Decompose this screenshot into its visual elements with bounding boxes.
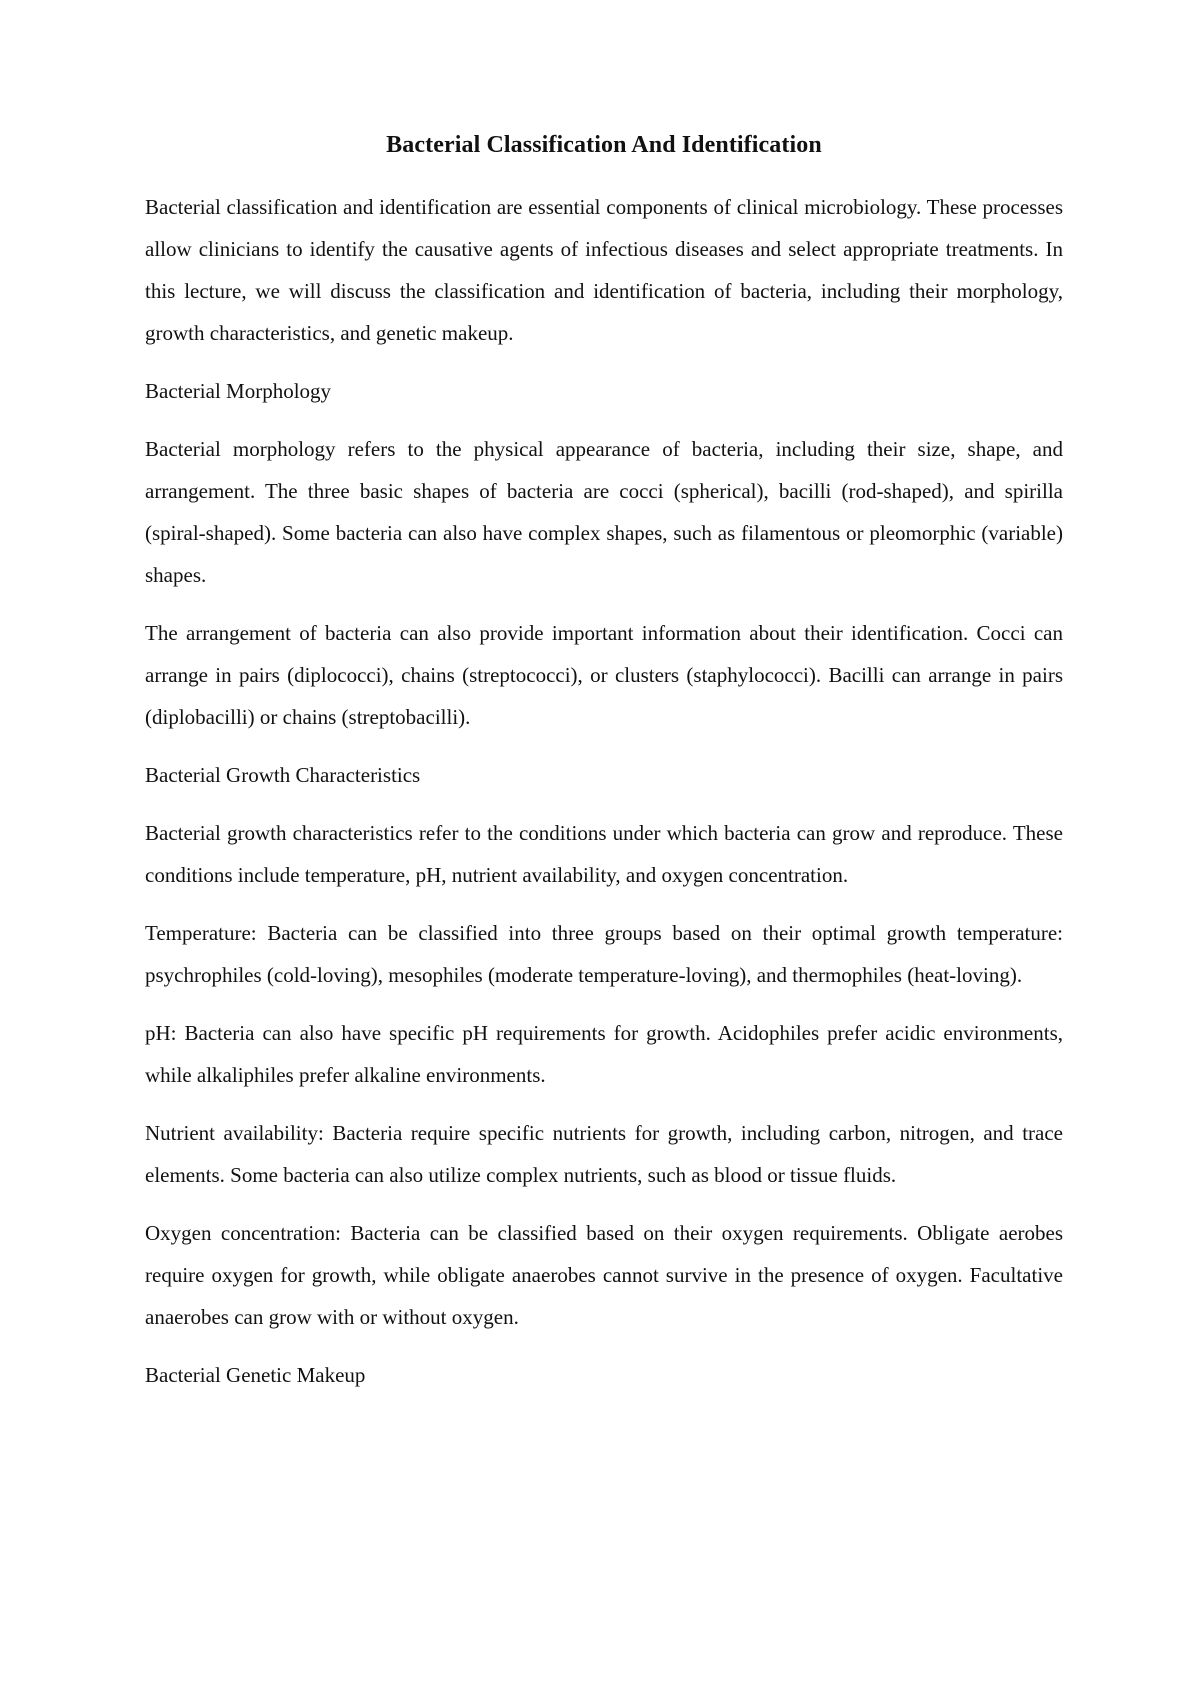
morphology-paragraph: Bacterial morphology refers to the physical appearance of bacteria, including their size, shape, and arrangement. The three basic shapes of bacteria are cocci (spherical), bacilli (rod-shaped), and spirilla (spiral-shaped). Some bacteria can also have complex shapes, such as filamentous or pleomorphic (variable) shapes. — [145, 437, 1063, 587]
document-body — [145, 130, 1063, 1412]
intro-paragraph: Bacterial classification and identification are essential components of clinical microbiology. These processes allow clinicians to identify the causative agents of infectious diseases and select appropriate treatments. In this lecture, we will discuss the classification and identification of bacteria, including their morphology, growth characteristics, and genetic makeup. — [145, 195, 1063, 345]
ph-paragraph: pH: Bacteria can also have specific pH requirements for growth. Acidophiles prefer acidic environments, while alkaliphiles prefer alkaline environments. — [145, 1021, 1063, 1087]
document-title: Bacterial Classification And Identification — [386, 132, 822, 158]
section-heading-growth: Bacterial Growth Characteristics — [145, 763, 421, 787]
nutrient-paragraph: Nutrient availability: Bacteria require specific nutrients for growth, including carbon, nitrogen, and trace elements. Some bacteria can also utilize complex nutrients, such as blood or tissue fluids. — [145, 1121, 1063, 1187]
section-heading-morphology: Bacterial Morphology — [145, 379, 332, 403]
arrangement-paragraph: The arrangement of bacteria can also provide important information about their identification. Cocci can arrange in pairs (diplococci), chains (streptococci), or clusters (staphylococci). Bacilli can arrange in pairs (diplobacilli) or chains (streptobacilli). — [145, 621, 1063, 729]
oxygen-paragraph: Oxygen concentration: Bacteria can be classified based on their oxygen requirements. Obligate aerobes require oxygen for growth, while obligate anaerobes cannot survive in the presence of oxygen. Facultative anaerobes can grow with or without oxygen. — [145, 1221, 1063, 1329]
section-heading-genetic: Bacterial Genetic Makeup — [145, 1363, 366, 1387]
growth-paragraph: Bacterial growth characteristics refer to the conditions under which bacteria can grow and reproduce. These conditions include temperature, pH, nutrient availability, and oxygen concentration. — [145, 821, 1063, 887]
temperature-paragraph: Temperature: Bacteria can be classified into three groups based on their optimal growth temperature: psychrophiles (cold-loving), mesophiles (moderate temperature-loving), and thermophiles (heat-loving). — [145, 921, 1063, 987]
